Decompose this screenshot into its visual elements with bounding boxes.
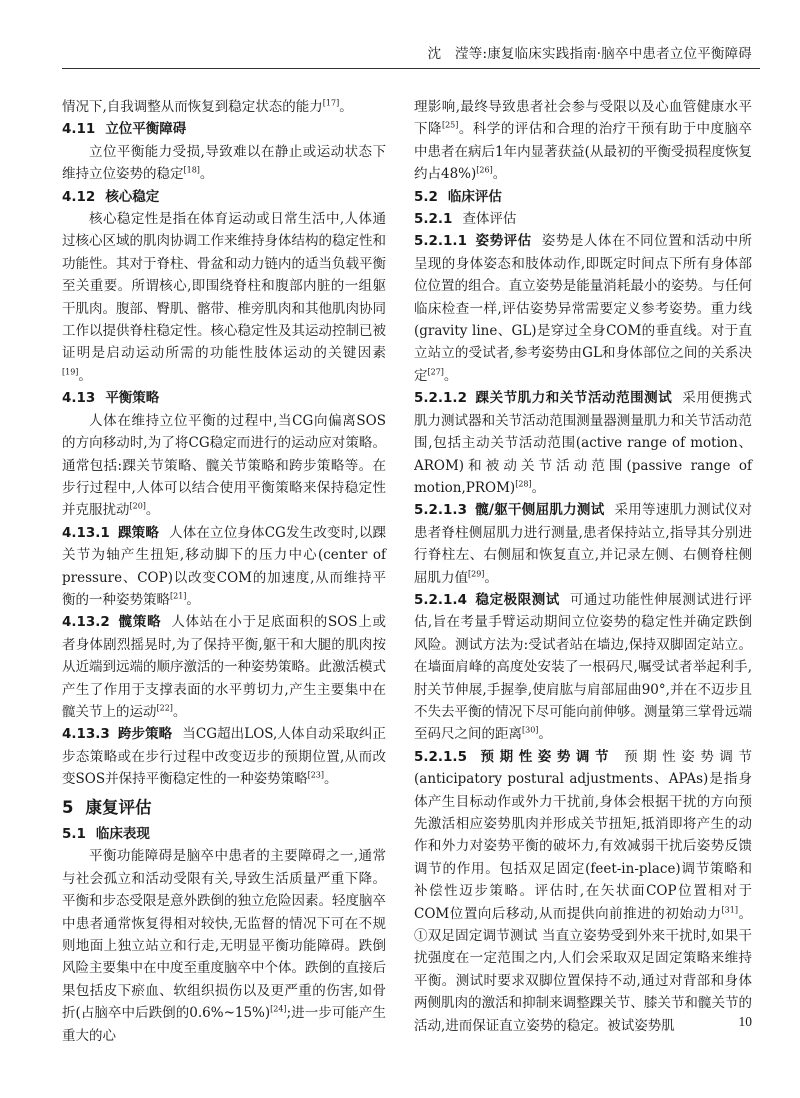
paragraph-continued: 情况下,自我调整从而恢复到稳定状态的能力[17]。 — [62, 98, 353, 115]
subsection-5-2-1-3: 5.2.1.3 髋/躯干侧屈肌力测试 采用等速肌力测试仪对患者脊柱侧屈肌力进行测量,患者保持站立,指导其分别进行脊柱左、右侧屈和恢复直立,并记录左侧、右侧脊柱侧屈肌力值[29]。 — [414, 502, 753, 586]
paragraph-5-1: 平衡功能障碍是脑卒中患者的主要障碍之一,通常与社会孤立和活动受限有关,导致生活质量严重下降。平衡和步态受限是意外跌倒的独立危险因素。轻度脑卒中患者通常恢复得相对较快,无监督的情况下可在不规则地面上独立站立和行走,无明显平衡功能障碍。跌倒风险主要集中在中度至重度脑卒中个体。跌倒的直接后果包括皮下瘀血、软组织损伤以及更严重的伤害,如骨折(占脑卒中后跌倒的0.6%~15%)[24];进一步可能产生重大的心 — [62, 848, 386, 1044]
section-heading-4-11: 4.11 立位平衡障碍 — [62, 121, 187, 138]
section-heading-5-2: 5.2 临床评估 — [414, 188, 502, 205]
subsection-5-2-1-1: 5.2.1.1 姿势评估 姿势是人体在不同位置和活动中所呈现的身体姿态和肢体动作,即既定时间点下所有身体部位位置的组合。直立姿势是能量消耗最小的姿势。与任何临床检查一样,评估姿势异常需要定义参考姿势。重力线(gravity line、GL)是穿过全身COM的垂直线。对于直立站立的受试者,参考姿势由GL和身体部位之间的关系决定[27]。 — [414, 233, 753, 384]
section-heading-5-1: 5.1 临床表现 — [62, 826, 150, 842]
section-heading-4-13: 4.13 平衡策略 — [62, 390, 160, 407]
subsection-5-2-1-2: 5.2.1.2 踝关节肌力和关节活动范围测试 采用便携式肌力测试器和关节活动范围测量器测量肌力和关节活动范围,包括主动关节活动范围(active range of motion、AROM)和被动关节活动范围(passive range of motion,PROM)[28]。 — [414, 390, 753, 496]
paragraph-continued-right: 理影响,最终导致患者社会参与受限以及心血管健康水平下降[25]。科学的评估和合理的治疗干预有助于中度脑卒中患者在病后1年内显著获益(从最初的平衡受损程度恢复约占48%)[26]。 — [414, 99, 753, 183]
subsection-4-13-3: 4.13.3 跨步策略 当CG超出LOS,人体自动采取纠正步态策略或在步行过程中改变迈步的预期位置,从而改变SOS并保持平衡稳定性的一种姿势策略[23]。 — [62, 726, 387, 788]
paragraph-4-12: 核心稳定性是指在体育运动或日常生活中,人体通过核心区域的肌肉协调工作来维持身体结构的稳定性和功能性。其对于脊柱、骨盆和动力链内的适当负载平衡至关重要。所谓核心,即围绕脊柱和腹部内脏的一组躯干肌肉。腹部、臀肌、髂带、椎旁肌肉和其他肌肉协同工作以提供脊柱稳定性。核心稳定性及其运动控制已被证明是启动运动所需的功能性肢体运动的关键因素[19]。 — [62, 211, 386, 384]
section-heading-4-12: 4.12 核心稳定 — [62, 188, 160, 205]
header-rule — [62, 68, 760, 69]
page-number: 10 — [738, 1014, 752, 1029]
section-heading-5: 5 康复评估 — [62, 797, 152, 817]
subsection-5-2-1-4: 5.2.1.4 稳定极限测试 可通过功能性伸展测试进行评估,旨在考量手臂运动期间立位姿势的稳定性并确定跌倒风险。测试方法为:受试者站在墙边,保持双脚固定站立。在墙面肩峰的高度处安装了一根码尺,嘱受试者举起利手,肘关节伸展,手握拳,使肩肱与肩部屈曲90°,并在不迈步且不失去平衡的情况下尽可能向前伸够。测量第三掌骨远端至码尺之间的距离[30]。 — [414, 591, 753, 743]
subsection-4-13-1: 4.13.1 踝策略 人体在立位身体CG发生改变时,以踝关节为轴产生扭矩,移动脚下的压力中心(center of pressure、COP)以改变COM的加速度,从而维持平衡的一种姿势策略[21]。 — [62, 524, 387, 608]
subsection-5-2-1-5: 5.2.1.5 预期性姿势调节 预期性姿势调节(anticipatory postural adjustments、APAs)是指身体产生目标动作或外力干扰前,身体会根据干扰的方向预先激活相应姿势肌肉并形成关节扭矩,抵消即将产生的动作和外力对姿势平衡的破坏力,有效减弱干扰后姿势反馈调节的作用。包括双足固定(feet-in-place)调节策略和补偿性迈步策略。评估时,在矢状面COP位置相对于COM位置向后移动,从而提供向前推进的初始动力[31]。①双足固定调节测试 当直立姿势受到外来干扰时,如果干扰强度在一定范围之内,人们会采取双足固定策略来维持平衡。测试时要求双脚位置保持不动,通过对背部和身体两侧肌肉的激活和抑制来调整踝关节、膝关节和髋关节的活动,进而保证直立姿势的稳定。被试姿势肌 — [414, 748, 753, 1034]
right-column — [414, 96, 752, 1037]
paragraph-4-13: 人体在维持立位平衡的过程中,当CG向偏离SOS的方向移动时,为了将CG稳定而进行的运动应对策略。通常包括:踝关节策略、髋关节策略和跨步策略等。在步行过程中,人体可以结合使用平衡策略来保持稳定性并克服扰动[20]。 — [62, 412, 386, 519]
paragraph-4-11: 立位平衡能力受损,导致难以在静止或运动状态下维持立位姿势的稳定[18]。 — [62, 143, 386, 183]
section-heading-5-2-1: 5.2.1 查体评估 — [414, 211, 517, 228]
left-column — [62, 96, 386, 1047]
running-header: 沈 滢等:康复临床实践指南·脑卒中患者立位平衡障碍 — [427, 46, 752, 62]
subsection-4-13-2: 4.13.2 髋策略 人体站在小于足底面积的SOS上或者身体剧烈摇晃时,为了保持平衡,躯干和大腿的肌肉按从近端到远端的顺序激活的一种姿势策略。此激活模式产生了作用于支撑表面的水平剪切力,产生主要集中在髋关节上的运动[22]。 — [62, 614, 386, 720]
